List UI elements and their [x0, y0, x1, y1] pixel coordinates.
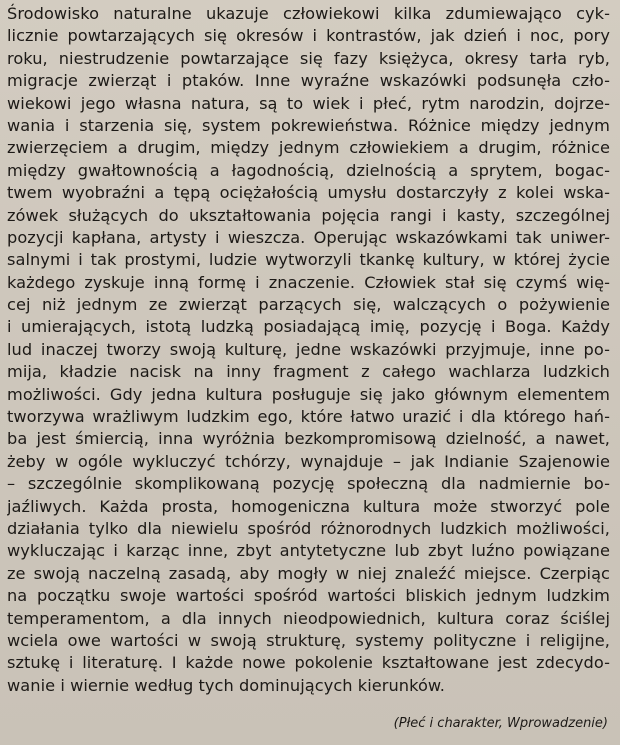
- text-line: sztukę i literaturę. I każde nowe pokolenie kształtowane jest zdecydo-: [7, 653, 610, 673]
- text-line: między gwałtownością a łagodnością, dzielnością a sprytem, bogac-: [7, 160, 610, 180]
- text-line: wania i starzenia się, system pokrewieństwa. Różnice między jednym: [7, 115, 610, 135]
- text-line: na początku swoje wartości spośród wartości bliskich jednym ludzkim: [7, 586, 610, 606]
- text-line: wciela owe wartości w swoją strukturę, systemy polityczne i religijne,: [7, 630, 610, 650]
- text-line: jaźliwych. Każda prosta, homogeniczna kultura może stworzyć pole: [7, 496, 610, 516]
- text-line: wiekowi jego własna natura, są to wiek i płeć, rytm narodzin, dojrze-: [7, 93, 610, 113]
- text-line: temperamentom, a dla innych nieodpowiednich, kultura coraz ściślej: [7, 608, 610, 628]
- text-line: roku, niestrudzenie powtarzające się fazy księżyca, okresy tarła ryb,: [7, 48, 610, 68]
- text-line: tworzywa wrażliwym ludzkim ego, które łatwo urazić i dla którego hań-: [7, 407, 610, 427]
- text-line: wanie i wiernie według tych dominujących kierunków.: [7, 675, 445, 695]
- text-line: – szczególnie skomplikowaną pozycję społeczną dla nadmiernie bo-: [7, 474, 610, 494]
- text-line: każdego zyskuje inną formę i znaczenie. Człowiek stał się czymś wię-: [7, 272, 610, 292]
- text-line: salnymi i tak prostymi, ludzie wytworzyli tkankę kultury, w której życie: [7, 250, 610, 270]
- text-line: zwierzęciem a drugim, między jednym człowiekiem a drugim, różnice: [7, 138, 610, 158]
- text-line: cej niż jednym ze zwierząt parzących się, walczących o pożywienie: [7, 295, 610, 315]
- text-line: lud inaczej tworzy swoją kulturę, jedne wskazówki przyjmuje, inne po-: [7, 339, 610, 359]
- text-line: mija, kładzie nacisk na inny fragment z całego wachlarza ludzkich: [7, 362, 610, 382]
- text-line: migracje zwierząt i ptaków. Inne wyraźne wskazówki podsunęła czło-: [7, 71, 610, 91]
- source-citation: (Płeć i charakter, Wprowadzenie): [393, 716, 608, 731]
- text-line: zówek służących do ukształtowania pojęcia rangi i kasty, szczególnej: [7, 205, 610, 225]
- text-line: żeby w ogóle wykluczyć tchórzy, wynajduje – jak Indianie Szajenowie: [7, 451, 610, 471]
- text-line: Środowisko naturalne ukazuje człowiekowi kilka zdumiewająco cyk-: [7, 4, 610, 23]
- text-line: możliwości. Gdy jedna kultura posługuje się jako głównym elementem: [7, 384, 610, 404]
- text-line: licznie powtarzających się okresów i kontrastów, jak dzień i noc, pory: [7, 26, 610, 46]
- text-line: twem wyobraźni a tępą ociężałością umysłu dostarczyły z kolei wska-: [7, 183, 610, 203]
- body-paragraph: [7, 3, 610, 697]
- text-line: wykluczając i karząc inne, zbyt antytetyczne lub zbyt luźno powiązane: [7, 541, 610, 561]
- text-line: działania tylko dla niewielu spośród różnorodnych ludzkich możliwości,: [7, 518, 610, 538]
- text-line: i umierających, istotą ludzką posiadającą imię, pozycję i Boga. Każdy: [7, 317, 610, 337]
- text-line: pozycji kapłana, artysty i wieszcza. Operując wskazówkami tak uniwer-: [7, 227, 610, 247]
- text-line: ze swoją naczelną zasadą, aby mogły w niej znaleźć miejsce. Czerpiąc: [7, 563, 610, 583]
- text-line: ba jest śmiercią, inna wyróżnia bezkompromisową dzielność, a nawet,: [7, 429, 610, 449]
